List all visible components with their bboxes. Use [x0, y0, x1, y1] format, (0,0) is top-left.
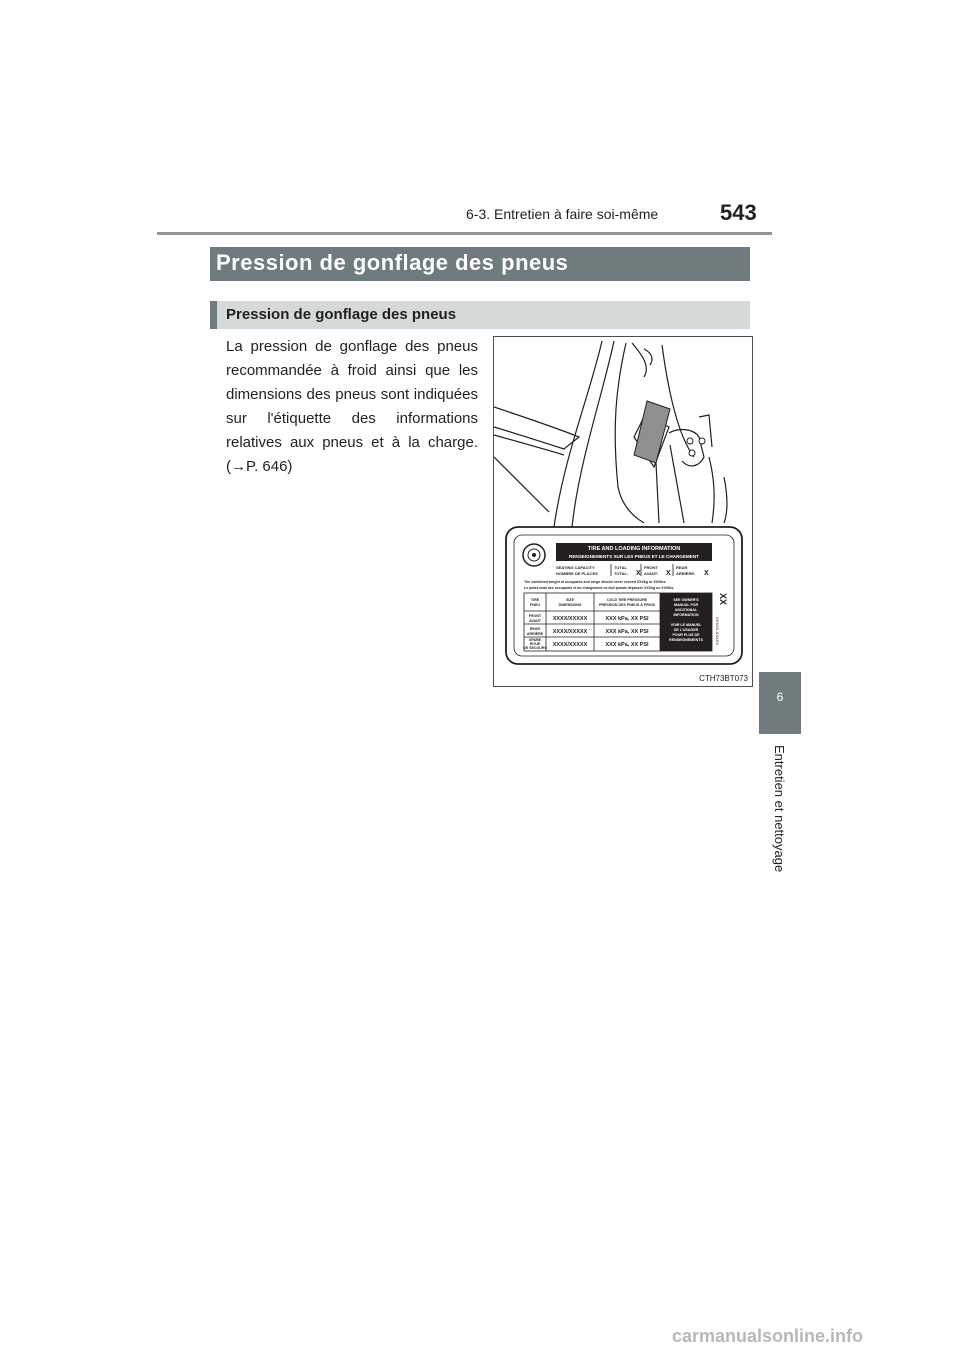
col-size-fr: DIMENSIONS [558, 603, 582, 607]
header-divider [157, 232, 772, 235]
total-fr: TOTAL: [614, 571, 629, 576]
manual-line-5: VOIR LE MANUEL [670, 623, 702, 627]
tire-icon [523, 544, 545, 566]
row-spare-pressure: XXX kPa, XX PSI [605, 642, 649, 648]
manual-line-7: POUR PLUS DE [672, 633, 700, 637]
row-rear-size: XXXX/XXXXX [552, 629, 588, 635]
total-en: TOTAL [614, 565, 627, 570]
subsection-title: Pression de gonflage des pneus [226, 306, 457, 323]
manual-line-2: MANUAL FOR [673, 603, 699, 607]
seating-capacity-fr: NOMBRE DE PLACES [556, 571, 598, 576]
tire-label-illustration [493, 336, 753, 687]
front-en: FRONT [644, 565, 658, 570]
row-rear-en: REAR [529, 627, 541, 631]
rear-fr: ARRIÈRE: [676, 571, 696, 576]
weight-statement-en: The combined weight of occupants and cargo should never exceed XXXkg or XXXlbs. [524, 580, 667, 584]
label-location-highlight [634, 401, 670, 463]
row-front-pressure: XXX kPa, XX PSI [605, 616, 649, 622]
row-front-en: FRONT [528, 614, 542, 618]
page-reference-link[interactable]: P. 646) [246, 458, 293, 475]
label-side-code: XX [718, 593, 728, 606]
manual-line-6: DE L'USAGER [673, 628, 699, 632]
row-front-size: XXXX/XXXXX [552, 616, 588, 622]
front-value: X [666, 570, 671, 577]
col-size-en: SIZE [566, 598, 574, 602]
label-title-fr: RENSEIGNEMENTS SUR LES PNEUS ET LE CHARGEMENT [569, 554, 699, 559]
col-pressure-en: COLD TIRE PRESSURE [606, 598, 648, 602]
manual-line-3: ADDITIONAL [674, 608, 698, 612]
manual-line-4: INFORMATION [673, 613, 699, 617]
col-tire-en: TIRE [530, 598, 540, 602]
row-spare-en: SPARE [528, 638, 542, 642]
door-pillar-drawing [494, 337, 752, 686]
seating-capacity-en: SEATING CAPACITY [556, 565, 595, 570]
page-number: 543 [720, 200, 757, 225]
col-pressure-fr: PRESSION DES PNEUS À FROID [598, 603, 656, 607]
label-title-en: TIRE AND LOADING INFORMATION [587, 546, 681, 552]
body-paragraph [226, 335, 478, 479]
total-value: X [636, 570, 641, 577]
label-side-serial: XXXXX-XXXXX [715, 617, 720, 646]
row-front-fr: AVANT [529, 619, 541, 623]
row-rear-pressure: XXX kPa, XX PSI [605, 629, 649, 635]
row-spare-fr-1: ROUE [529, 642, 541, 646]
manual-line-8: RENSEIGNEMENTS [669, 638, 703, 642]
body-text: La pression de gonflage des pneus recommandée à froid ainsi que les dimensions des pneus sont indiquées sur l'étiquette des informations relatives aux pneus et à la charge. ( [226, 338, 478, 475]
figure-code: CTH73BT073 [699, 674, 748, 683]
col-tire-fr: PNEU [530, 603, 540, 607]
manual-line-1: SEE OWNER'S [673, 598, 699, 602]
chapter-number: 6 [776, 690, 784, 704]
watermark-text: carmanualsonline.info [672, 1326, 864, 1346]
row-spare-size: XXXX/XXXXX [552, 642, 588, 648]
weight-statement-fr: Le poids total des occupants et du chargement ne doit jamais dépasser XXXkg ou XXXlbs. [524, 586, 675, 590]
rear-value: X [704, 570, 709, 577]
header-section-title: 6-3. Entretien à faire soi-même [466, 206, 659, 222]
row-spare-fr-2: DE SECOURS [523, 646, 547, 650]
arrow-icon: → [231, 458, 246, 475]
row-rear-fr: ARRIÈRE [526, 632, 544, 636]
chapter-label: Entretien et nettoyage [772, 745, 787, 873]
front-fr: AVANT: [644, 571, 659, 576]
subsection-accent [210, 301, 217, 329]
rear-en: REAR [676, 565, 688, 570]
section-title: Pression de gonflage des pneus [216, 250, 569, 275]
